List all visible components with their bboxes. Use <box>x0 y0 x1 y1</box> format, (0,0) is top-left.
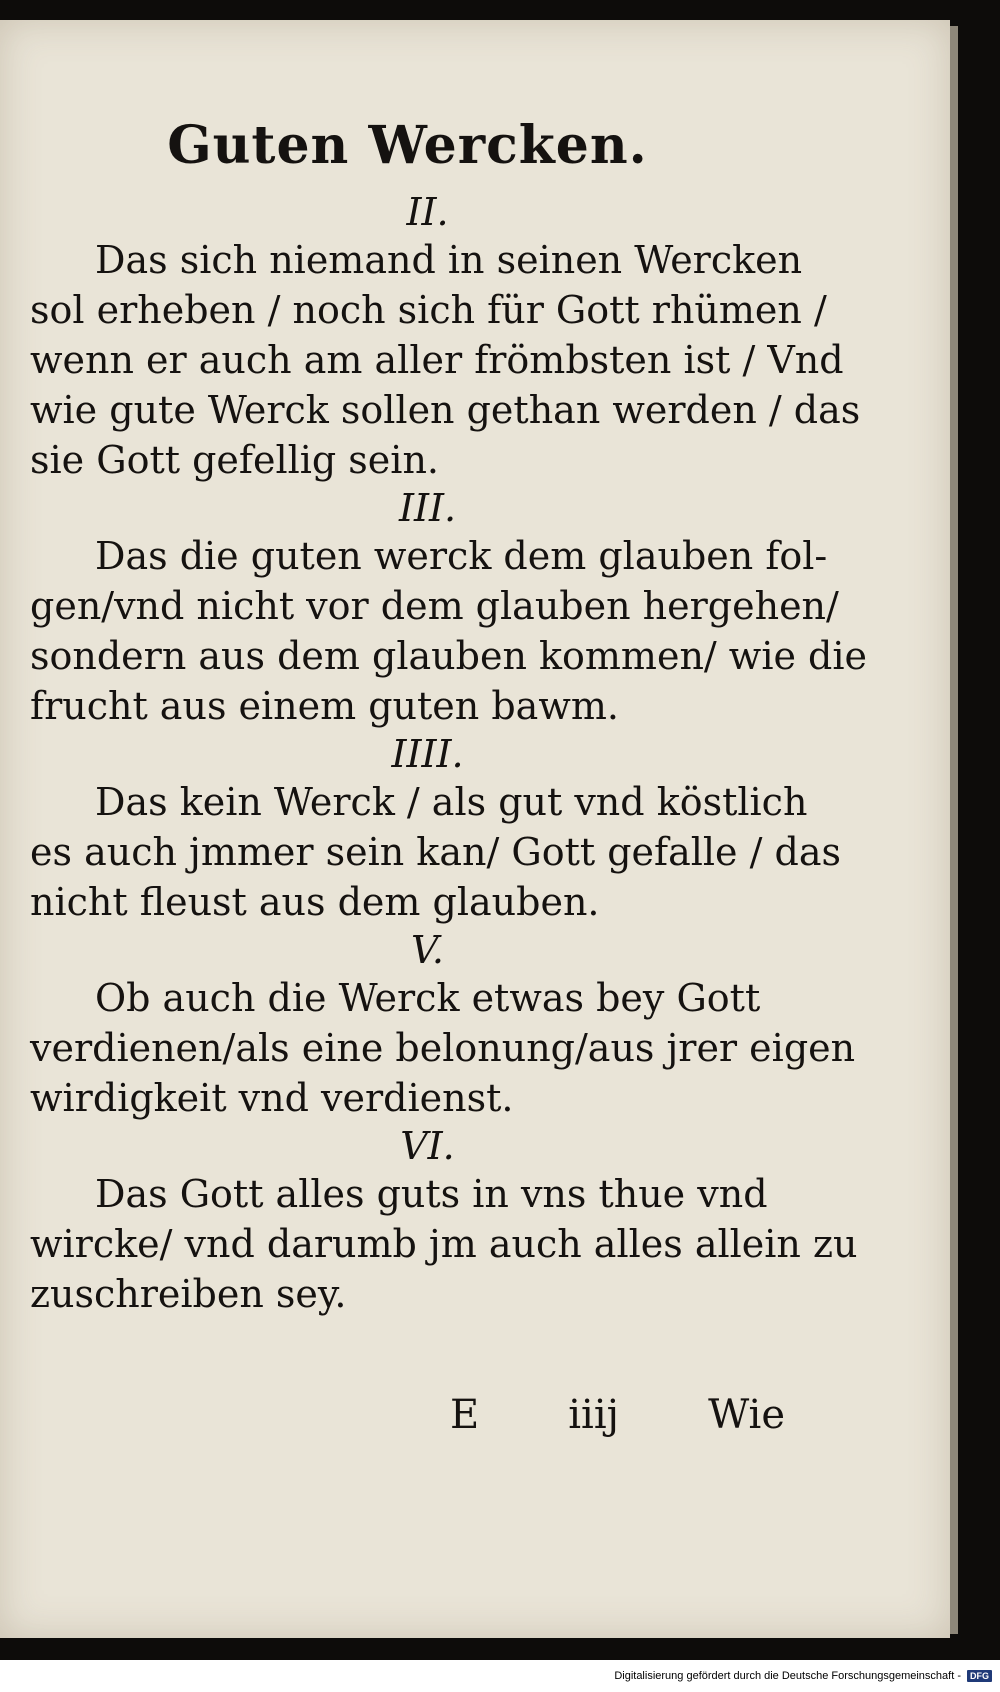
section-numeral: III. <box>398 486 457 530</box>
page-edge <box>950 26 958 1634</box>
text-line: gen/vnd nicht vor dem glauben hergehen/ <box>30 584 839 628</box>
catchword: Wie <box>708 1392 785 1438</box>
text-line: frucht aus einem guten bawm. <box>30 684 619 728</box>
section-paragraph <box>30 235 861 485</box>
funding-notice: Digitalisierung gefördert durch die Deutsche Forschungsgemeinschaft - <box>614 1670 961 1682</box>
text-line: wircke/ vnd darumb jm auch alles allein zu <box>30 1222 858 1266</box>
section-5 <box>30 927 856 1123</box>
text-line: Das Gott alles guts in vns thue vnd <box>95 1172 768 1216</box>
text-line: Das kein Werck / als gut vnd köstlich <box>95 780 808 824</box>
text-line: sie Gott gefellig sein. <box>30 438 440 482</box>
section-6 <box>30 1123 858 1319</box>
dfg-logo: DFG <box>967 1670 992 1682</box>
section-paragraph <box>30 777 841 927</box>
section-4 <box>30 731 841 927</box>
section-3 <box>30 485 868 731</box>
text-line: sondern aus dem glauben kommen/ wie die <box>30 634 868 678</box>
leaf-number: iiij <box>568 1392 620 1438</box>
text-line: Das sich niemand in seinen Wercken <box>95 238 803 282</box>
signature-mark: E <box>450 1392 480 1438</box>
section-numeral: IIII. <box>391 732 464 776</box>
text-line: es auch jmmer sein kan/ Gott gefalle / das <box>30 830 841 874</box>
section-paragraph <box>30 973 856 1123</box>
digitization-footer <box>0 1660 1000 1692</box>
text-line: sol erheben / noch sich für Gott rhümen / <box>30 288 827 332</box>
text-line: Ob auch die Werck etwas bey Gott <box>95 976 761 1020</box>
section-numeral: V. <box>411 928 444 972</box>
section-paragraph <box>30 1169 858 1319</box>
section-numeral: VI. <box>400 1124 455 1168</box>
text-line: wie gute Werck sollen gethan werden / das <box>30 388 861 432</box>
page-text <box>30 115 868 1319</box>
catchline <box>450 1390 785 1440</box>
text-line: wirdigkeit vnd verdienst. <box>30 1076 514 1120</box>
text-line: wenn er auch am aller frömbsten ist / Vnd <box>30 338 844 382</box>
section-paragraph <box>30 531 868 731</box>
running-head: Guten Wercken. <box>167 115 648 176</box>
text-line: nicht fleust aus dem glauben. <box>30 880 600 924</box>
text-line: zuschreiben sey. <box>30 1272 347 1316</box>
text-line: Das die guten werck dem glauben fol- <box>95 534 828 578</box>
section-2 <box>30 189 861 485</box>
section-numeral: II. <box>406 190 449 234</box>
text-line: verdienen/als eine belonung/aus jrer eigen <box>30 1026 856 1070</box>
